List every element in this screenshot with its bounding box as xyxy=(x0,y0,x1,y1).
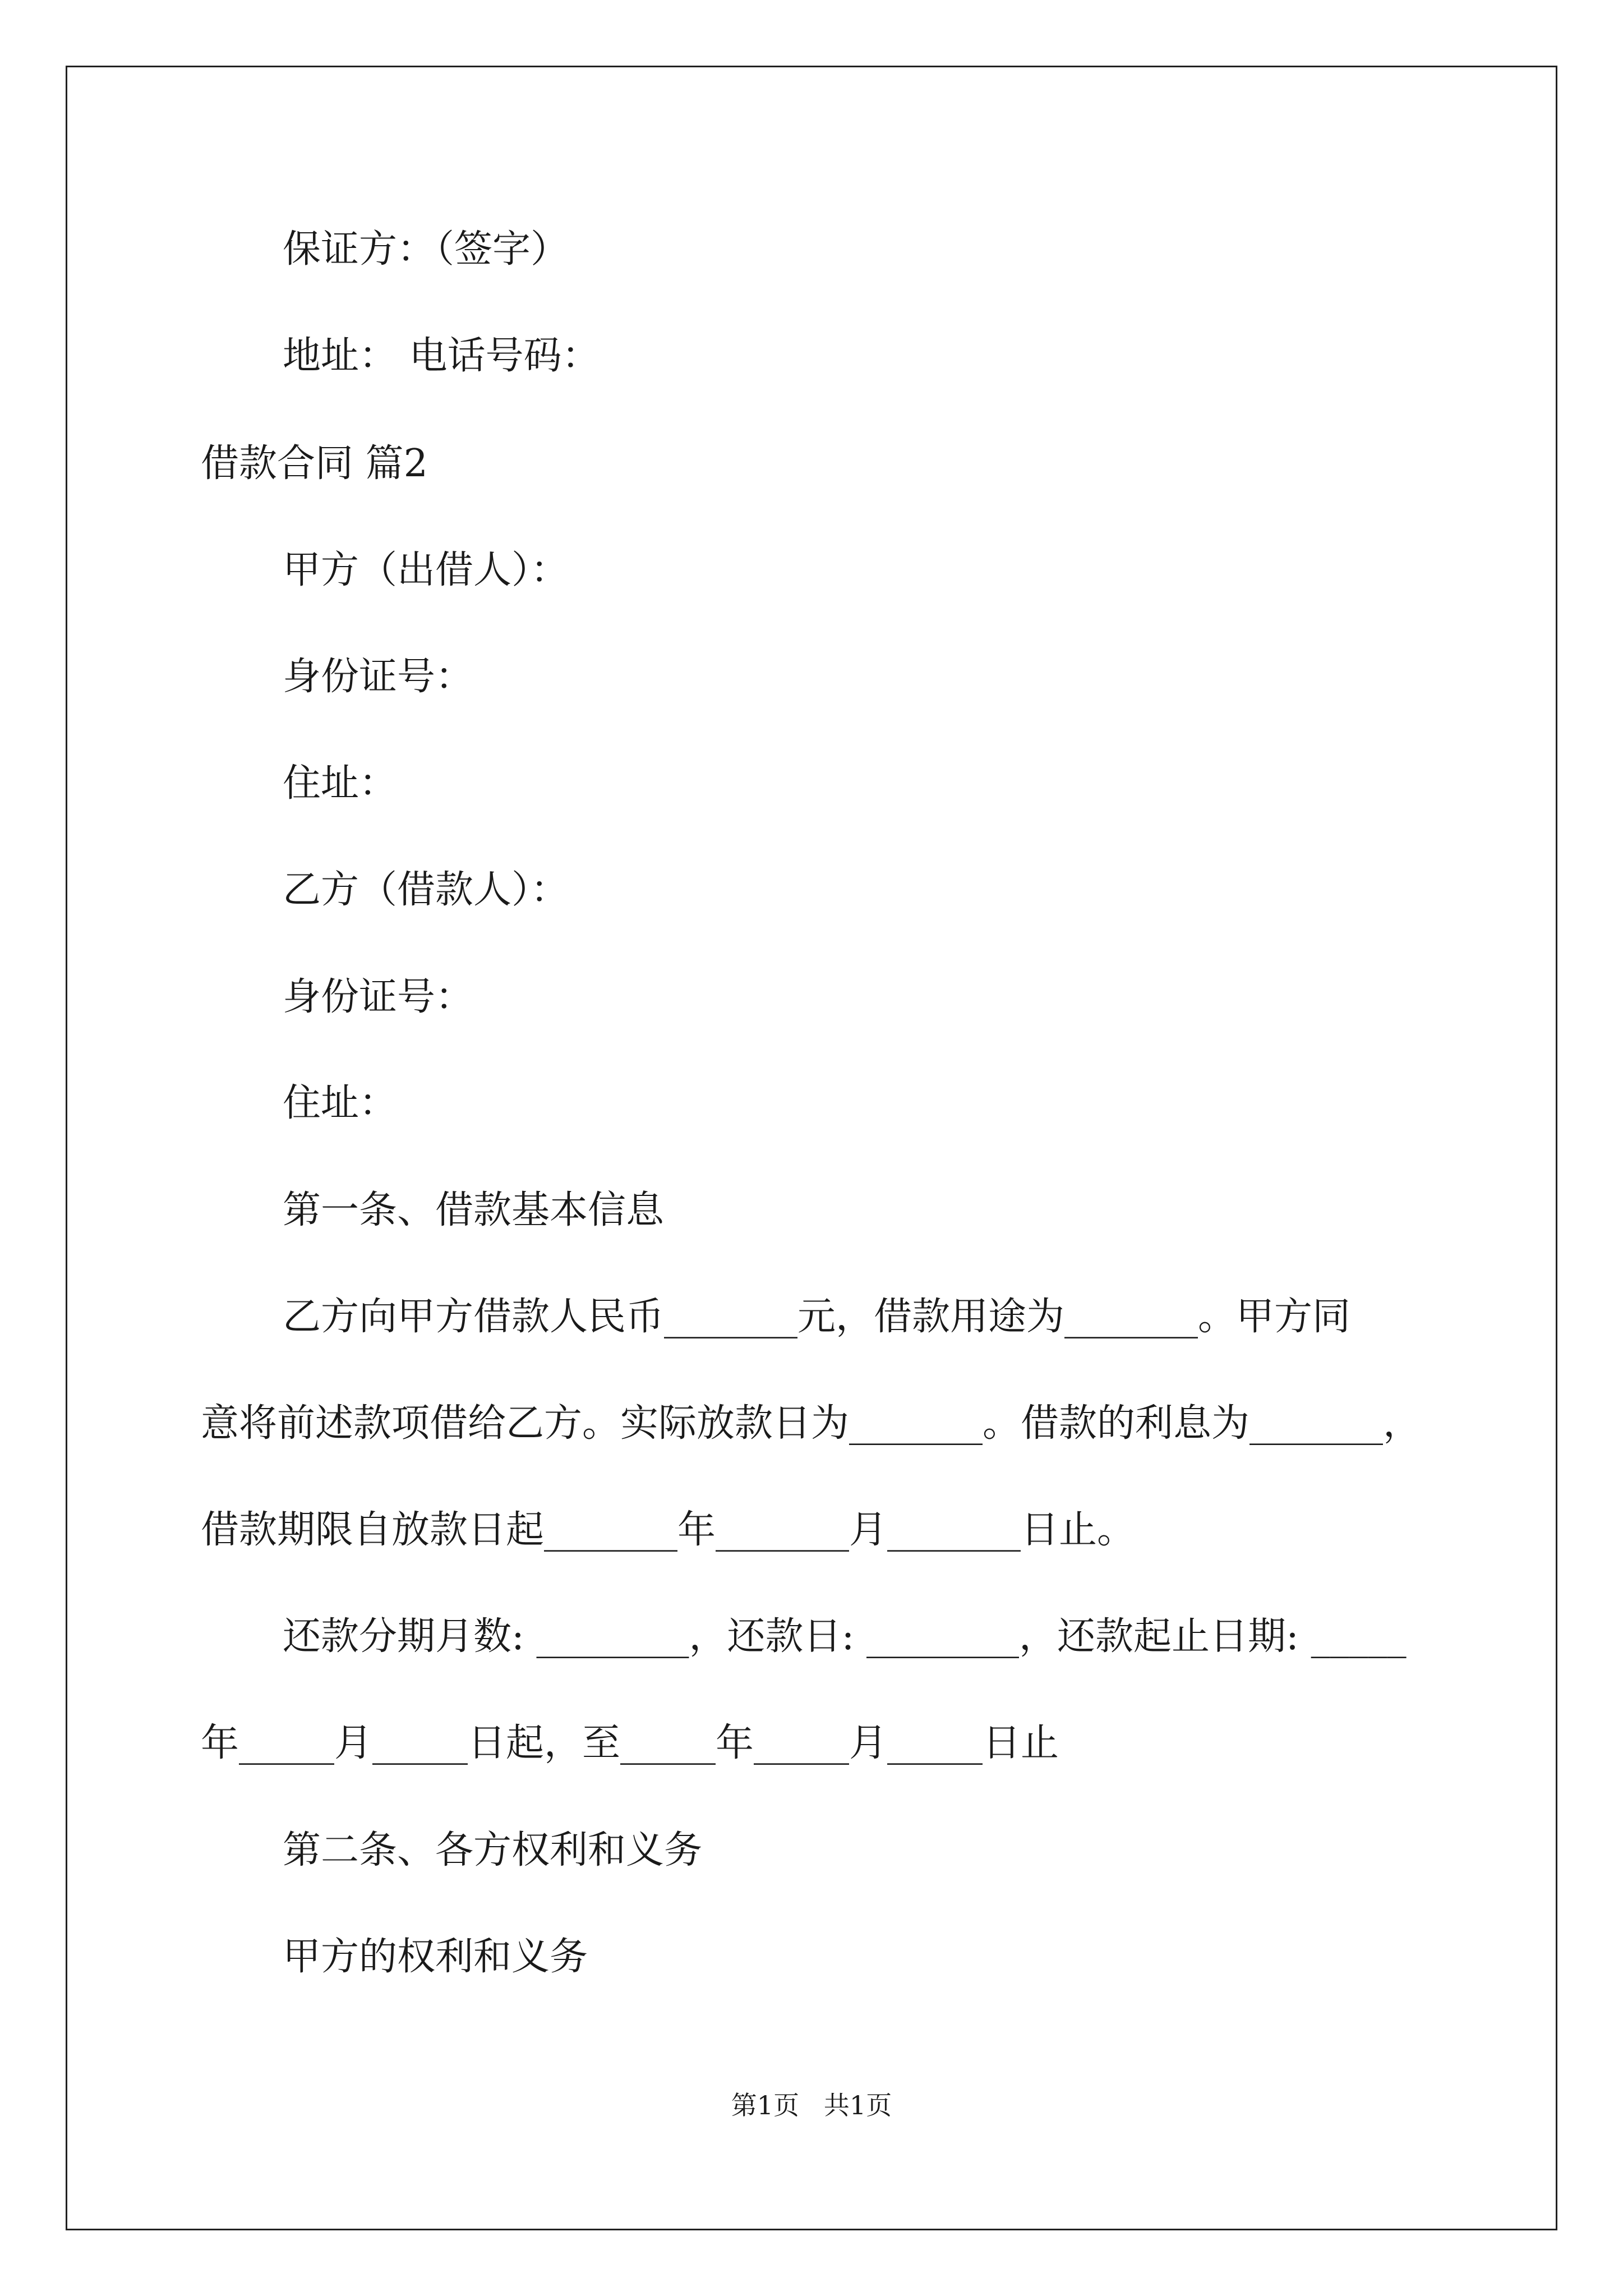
paragraph-line: 乙方向甲方借款人民币_______元，借款用途为_______。甲方同 xyxy=(283,1295,1351,1339)
paragraph-line: 意将前述款项借给乙方。实际放款日为_______。借款的利息为_______， xyxy=(201,1401,1422,1446)
paragraph-line: 还款分期月数: ________，还款日: ________，还款起止日期: _____ xyxy=(283,1614,1407,1659)
party-b-address-line: 住址： xyxy=(283,1081,398,1125)
party-a-address-line: 住址： xyxy=(283,761,398,806)
guarantor-signature-line: 保证方：（签字） xyxy=(283,227,569,272)
paragraph-line: 年_____月_____日起，至_____年_____月_____日止 xyxy=(201,1721,1059,1765)
party-a-rights-heading: 甲方的权利和义务 xyxy=(283,1935,588,1979)
party-a-id-line: 身份证号： xyxy=(283,655,474,699)
address-phone-line: 地址： 电话号码： xyxy=(283,334,600,378)
party-a-line: 甲方（出借人）： xyxy=(283,548,569,592)
article-2-heading: 第二条、各方权利和义务 xyxy=(283,1828,703,1872)
page-border xyxy=(66,66,1557,2230)
page-footer: 第1页 共1页 xyxy=(731,2090,892,2120)
article-1-heading: 第一条、借款基本信息 xyxy=(283,1188,665,1232)
party-b-line: 乙方（借款人）： xyxy=(283,868,569,912)
section-heading: 借款合同 篇2 xyxy=(201,441,428,486)
paragraph-line: 借款期限自放款日起_______年_______月_______日止。 xyxy=(201,1508,1136,1552)
party-b-id-line: 身份证号： xyxy=(283,975,474,1019)
